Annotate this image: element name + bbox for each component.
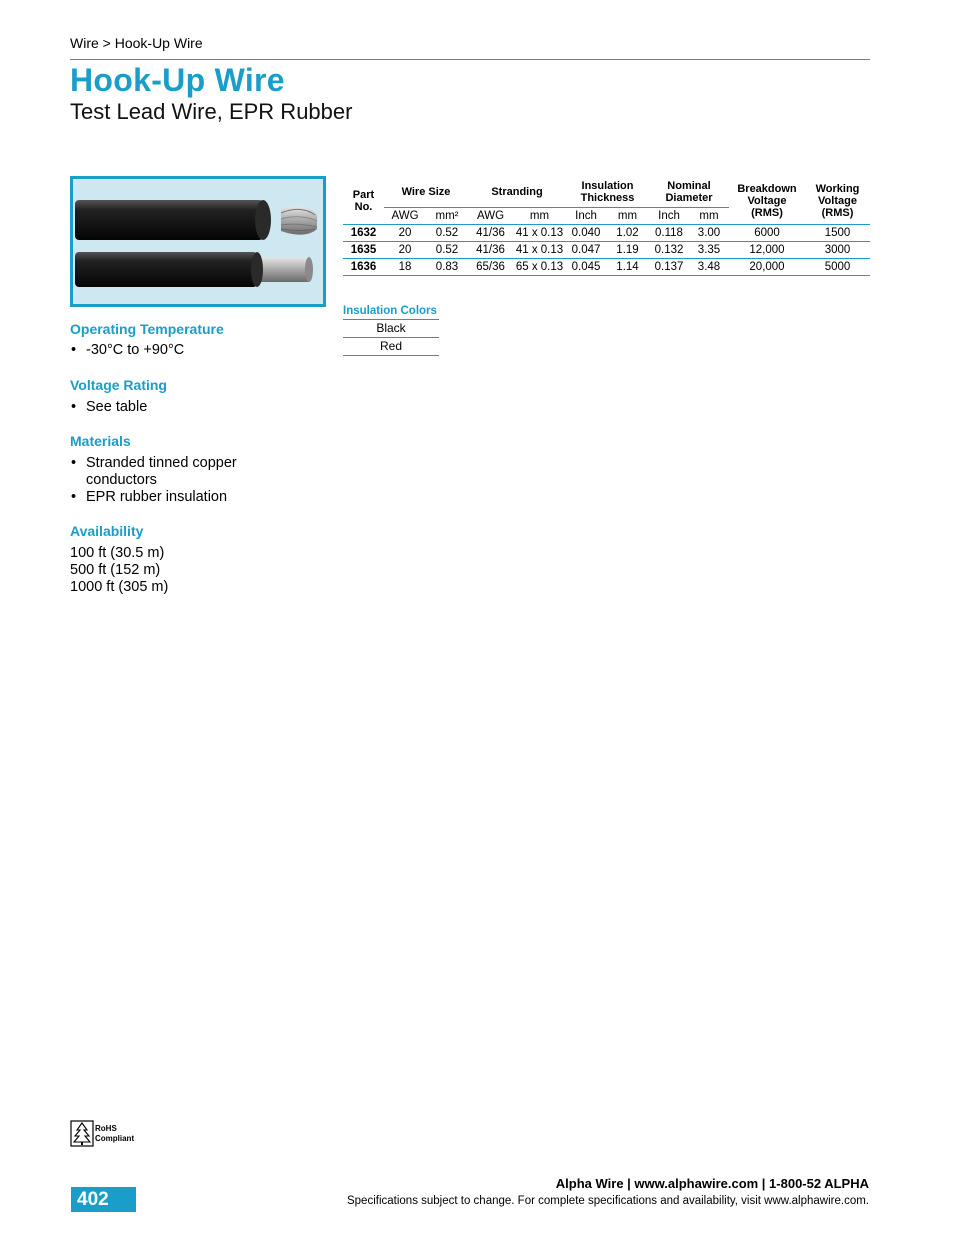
insulation-colors-table <box>343 305 439 356</box>
cell-diameter-inch: 0.132 <box>649 242 689 259</box>
page-number: 402 <box>71 1187 136 1212</box>
header-stranding: Stranding <box>468 177 566 208</box>
header-working-voltage: Working Voltage (RMS) <box>805 177 870 225</box>
rohs-logo <box>70 1120 140 1148</box>
list-item: 100 ft (30.5 m) <box>70 545 165 561</box>
cell-insulation-mm: 1.02 <box>606 225 649 242</box>
operating-temperature-heading: Operating Temperature <box>70 321 224 337</box>
header-rule <box>70 59 870 60</box>
cell-breakdown: 12,000 <box>729 242 805 259</box>
cell-diameter-inch: 0.137 <box>649 259 689 276</box>
header-insulation-thickness: Insulation Thickness <box>566 177 649 208</box>
materials-heading: Materials <box>70 433 131 449</box>
materials-list <box>70 455 290 506</box>
cell-working: 1500 <box>805 225 870 242</box>
page-subtitle: Test Lead Wire, EPR Rubber <box>70 99 353 124</box>
cell-awg: 18 <box>384 259 426 276</box>
subheader-diameter-mm: mm <box>689 208 729 225</box>
wire-illustration <box>73 179 323 304</box>
cell-working: 3000 <box>805 242 870 259</box>
header-nominal-diameter: Nominal Diameter <box>649 177 729 208</box>
cell-mm2: 0.52 <box>426 242 468 259</box>
cell-breakdown: 6000 <box>729 225 805 242</box>
table-row <box>343 242 870 259</box>
subheader-mm2: mm² <box>426 208 468 225</box>
cell-mm2: 0.83 <box>426 259 468 276</box>
subheader-insulation-mm: mm <box>606 208 649 225</box>
cell-insulation-mm: 1.14 <box>606 259 649 276</box>
rohs-line1: RoHS <box>95 1124 117 1133</box>
cell-awg: 20 <box>384 242 426 259</box>
cell-awg: 20 <box>384 225 426 242</box>
list-item: • -30°C to +90°C <box>70 342 184 359</box>
rohs-tree-icon <box>70 1120 140 1148</box>
header-breakdown-voltage: Breakdown Voltage (RMS) <box>729 177 805 225</box>
cell-diameter-mm: 3.48 <box>689 259 729 276</box>
availability-list <box>70 545 168 596</box>
stranded-wire-graphic <box>75 200 317 240</box>
subheader-insulation-inch: Inch <box>566 208 606 225</box>
list-item: • Stranded tinned copper conductors <box>70 455 290 489</box>
color-item: Black <box>343 320 439 338</box>
cell-stranding-awg: 65/36 <box>468 259 513 276</box>
subheader-stranding-awg: AWG <box>468 208 513 225</box>
cell-mm2: 0.52 <box>426 225 468 242</box>
cell-stranding-awg: 41/36 <box>468 225 513 242</box>
header-wire-size: Wire Size <box>384 177 468 208</box>
cell-part: 1632 <box>343 225 384 242</box>
breadcrumb: Wire > Hook-Up Wire <box>70 35 203 51</box>
spec-table <box>343 177 870 276</box>
cell-diameter-mm: 3.00 <box>689 225 729 242</box>
cell-part: 1635 <box>343 242 384 259</box>
list-item: • See table <box>70 399 147 416</box>
operating-temperature-list <box>70 342 184 359</box>
footer-contact: Alpha Wire | www.alphawire.com | 1-800-52 ALPHA <box>555 1176 869 1191</box>
subheader-stranding-mm: mm <box>513 208 566 225</box>
cell-stranding-mm: 41 x 0.13 <box>513 242 566 259</box>
page-title: Hook-Up Wire <box>70 62 285 98</box>
rohs-line2: Compliant <box>95 1134 135 1143</box>
cell-insulation-inch: 0.045 <box>566 259 606 276</box>
voltage-rating-heading: Voltage Rating <box>70 377 167 393</box>
header-part-no: Part No. <box>343 177 384 225</box>
product-image <box>70 176 326 307</box>
cell-breakdown: 20,000 <box>729 259 805 276</box>
cell-insulation-mm: 1.19 <box>606 242 649 259</box>
cell-working: 5000 <box>805 259 870 276</box>
color-item: Red <box>343 338 439 356</box>
table-row <box>343 259 870 276</box>
solid-wire-graphic <box>75 252 313 287</box>
cell-stranding-mm: 65 x 0.13 <box>513 259 566 276</box>
list-item: • EPR rubber insulation <box>70 489 290 506</box>
cell-diameter-mm: 3.35 <box>689 242 729 259</box>
insulation-colors-heading: Insulation Colors <box>343 305 439 320</box>
cell-insulation-inch: 0.040 <box>566 225 606 242</box>
cell-diameter-inch: 0.118 <box>649 225 689 242</box>
cell-stranding-awg: 41/36 <box>468 242 513 259</box>
subheader-diameter-inch: Inch <box>649 208 689 225</box>
cell-insulation-inch: 0.047 <box>566 242 606 259</box>
list-item: 1000 ft (305 m) <box>70 579 169 595</box>
availability-heading: Availability <box>70 523 144 539</box>
table-row <box>343 225 870 242</box>
footer-disclaimer: Specifications subject to change. For complete specifications and availability, visit www.alphawire.com. <box>346 1195 869 1207</box>
voltage-rating-list <box>70 399 147 416</box>
subheader-awg: AWG <box>384 208 426 225</box>
list-item: 500 ft (152 m) <box>70 562 161 578</box>
cell-part: 1636 <box>343 259 384 276</box>
cell-stranding-mm: 41 x 0.13 <box>513 225 566 242</box>
